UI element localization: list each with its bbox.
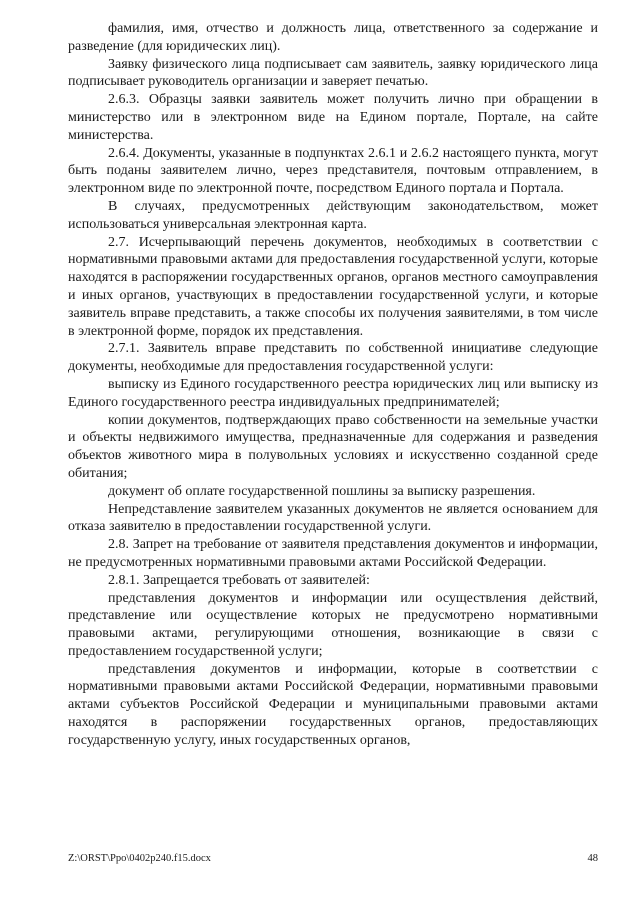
paragraph: копии документов, подтверждающих право собственности на земельные участки и объекты недвижимого имущества, предназначенные для содержания и разведения объектов животного мира в полувольных условиях и искусственно созданной среде обитания; xyxy=(68,412,598,481)
paragraph: фамилия, имя, отчество и должность лица, ответственного за содержание и разведение (для юридических лиц). xyxy=(68,21,598,54)
paragraph: представления документов и информации, которые в соответствии с нормативными правовыми актами Российской Федерации, нормативными правовыми актами субъектов Российской Федерации и муниципальными правовыми актами находятся в распоряжении государственных органов, предоставляющих государственную услугу, иных государственных органов, xyxy=(68,661,598,748)
paragraph: 2.8. Запрет на требование от заявителя представления документов и информации, не предусмотренных нормативными правовыми актами Российской Федерации. xyxy=(68,537,598,570)
paragraph: 2.6.4. Документы, указанные в подпунктах 2.6.1 и 2.6.2 настоящего пункта, могут быть поданы заявителем лично, через представителя, почтовым отправлением, в электронном виде по электронной почте, посредством Единого портала и Портала. xyxy=(68,145,598,197)
paragraph: выписку из Единого государственного реестра юридических лиц или выписку из Единого государственного реестра индивидуальных предпринимателей; xyxy=(68,376,598,410)
paragraph: Непредставление заявителем указанных документов не является основанием для отказа заявителю в предоставлении государственной услуги. xyxy=(68,501,598,535)
paragraph: 2.6.3. Образцы заявки заявитель может получить лично при обращении в министерство или в электронном виде на Едином портале, Портале, на сайте министерства. xyxy=(68,92,598,143)
paragraph: 2.7.1. Заявитель вправе представить по собственной инициативе следующие документы, необходимые для предоставления государственной услуги: xyxy=(68,341,598,375)
document-body xyxy=(68,20,598,750)
paragraph: 2.8.1. Запрещается требовать от заявителей: xyxy=(108,572,370,588)
paragraph: Заявку физического лица подписывает сам заявитель, заявку юридического лица подписывает руководитель организации и заверяет печатью. xyxy=(68,56,598,90)
paragraph: документ об оплате государственной пошлины за выписку разрешения. xyxy=(108,483,536,499)
paragraph: В случаях, предусмотренных действующим законодательством, может использоваться универсальная электронная карта. xyxy=(68,198,598,232)
file-path: Z:\ORST\Ppo\0402p240.f15.docx xyxy=(68,853,211,864)
paragraph: представления документов и информации или осуществления действий, представление или осуществление которых не предусмотрено нормативными правовыми актами, регулирующими отношения, возникающие в связи с предоставлением государственной услуги; xyxy=(68,590,598,659)
page-number: 48 xyxy=(587,853,598,864)
paragraph: 2.7. Исчерпывающий перечень документов, необходимых в соответствии с нормативными правовыми актами для предоставления государственной услуги, которые находятся в распоряжении государственных органов, органов местного самоуправления и иных органов, участвующих в предоставлении государственной услуги, и которые заявитель вправе представить, а также способы их получения заявителями, в том числе в электронной форме, порядок их представления. xyxy=(68,234,598,339)
